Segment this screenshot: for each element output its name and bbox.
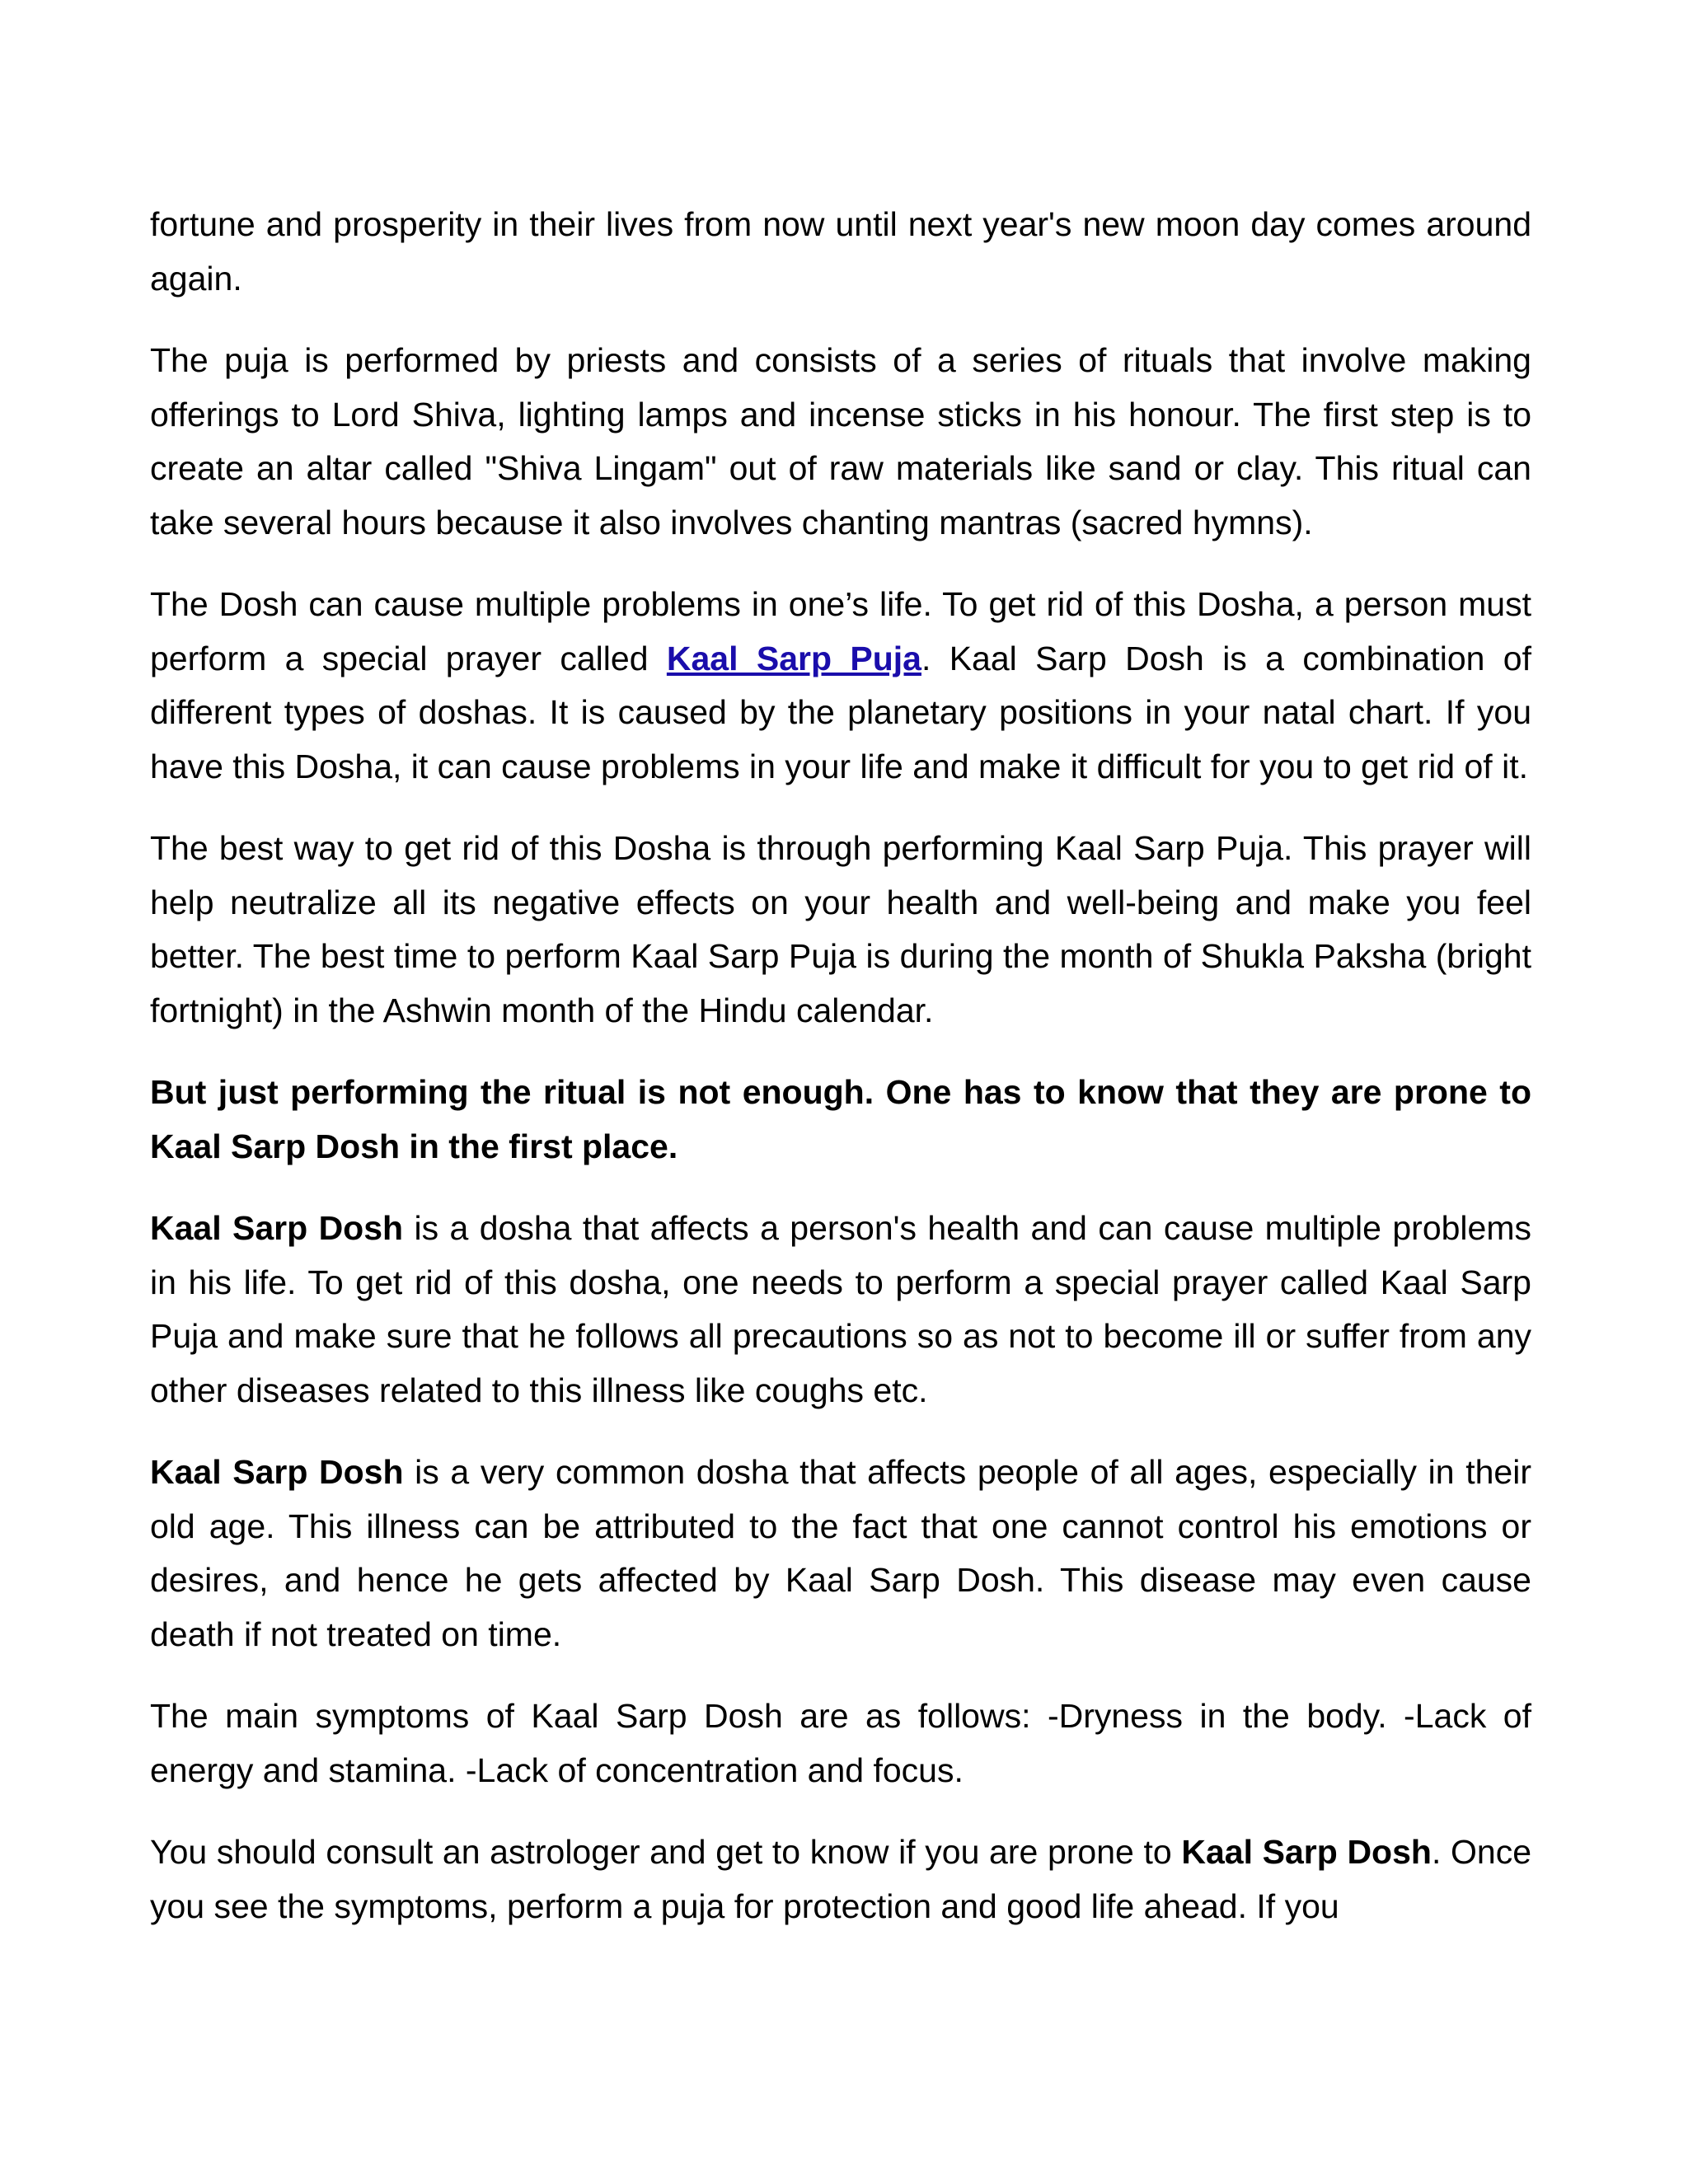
paragraph-5-emphasis bbox=[150, 1066, 1531, 1174]
paragraph-1 bbox=[150, 198, 1531, 306]
paragraph-5-text: But just performing the ritual is not enough. One has to know that they are prone to Kaal Sarp Dosh in the first place. bbox=[150, 1073, 1531, 1165]
paragraph-9-text-end: . Once you see the symptoms, perform a puja for protection and good life ahead. If you bbox=[150, 1833, 1532, 1925]
paragraph-6 bbox=[150, 1202, 1531, 1418]
paragraph-6-bold-term: Kaal Sarp Dosh bbox=[150, 1209, 404, 1247]
paragraph-3-text-end: . Kaal Sarp Dosh is a combination of different types of doshas. It is caused by the planetary positions in your natal chart. If you have this Dosha, it can cause problems in your life and make it difficult for you to get rid of it. bbox=[150, 639, 1531, 785]
paragraph-3-text-start: The Dosh can cause multiple problems in one’s life. To get rid of this Dosha, a person must perform a special prayer called bbox=[150, 585, 1531, 677]
paragraph-7 bbox=[150, 1446, 1531, 1661]
paragraph-8-text: The main symptoms of Kaal Sarp Dosh are as follows: -Dryness in the body. -Lack of energy and stamina. -Lack of concentration and focus. bbox=[150, 1697, 1531, 1789]
paragraph-2-text: The puja is performed by priests and consists of a series of rituals that involve making offerings to Lord Shiva, lighting lamps and incense sticks in his honour. The first step is to create an altar called "Shiva Lingam" out of raw materials like sand or clay. This ritual can take several hours because it also involves chanting mantras (sacred hymns). bbox=[150, 341, 1531, 541]
paragraph-6-text: is a dosha that affects a person's health and can cause multiple problems in his life. To get rid of this dosha, one needs to perform a special prayer called Kaal Sarp Puja and make sure that he follows all precautions so as not to become ill or suffer from any other diseases related to this illness like coughs etc. bbox=[150, 1209, 1531, 1409]
document-page bbox=[150, 198, 1531, 1961]
paragraph-7-bold-term: Kaal Sarp Dosh bbox=[150, 1453, 404, 1491]
paragraph-3 bbox=[150, 578, 1531, 794]
paragraph-9-bold-term: Kaal Sarp Dosh bbox=[1181, 1833, 1432, 1871]
paragraph-9 bbox=[150, 1825, 1531, 1933]
paragraph-4 bbox=[150, 822, 1531, 1038]
paragraph-8 bbox=[150, 1690, 1531, 1797]
kaal-sarp-puja-link[interactable]: Kaal Sarp Puja bbox=[666, 639, 921, 677]
paragraph-1-text: fortune and prosperity in their lives from now until next year's new moon day comes around again. bbox=[150, 205, 1531, 298]
paragraph-4-text: The best way to get rid of this Dosha is through performing Kaal Sarp Puja. This prayer will help neutralize all its negative effects on your health and well-being and make you feel better. The best time to perform Kaal Sarp Puja is during the month of Shukla Paksha (bright fortnight) in the Ashwin month of the Hindu calendar. bbox=[150, 829, 1531, 1029]
paragraph-9-text-start: You should consult an astrologer and get to know if you are prone to bbox=[150, 1833, 1182, 1871]
paragraph-7-text: is a very common dosha that affects people of all ages, especially in their old age. This illness can be attributed to the fact that one cannot control his emotions or desires, and hence he gets affected by Kaal Sarp Dosh. This disease may even cause death if not treated on time. bbox=[150, 1453, 1531, 1653]
paragraph-2 bbox=[150, 334, 1531, 550]
